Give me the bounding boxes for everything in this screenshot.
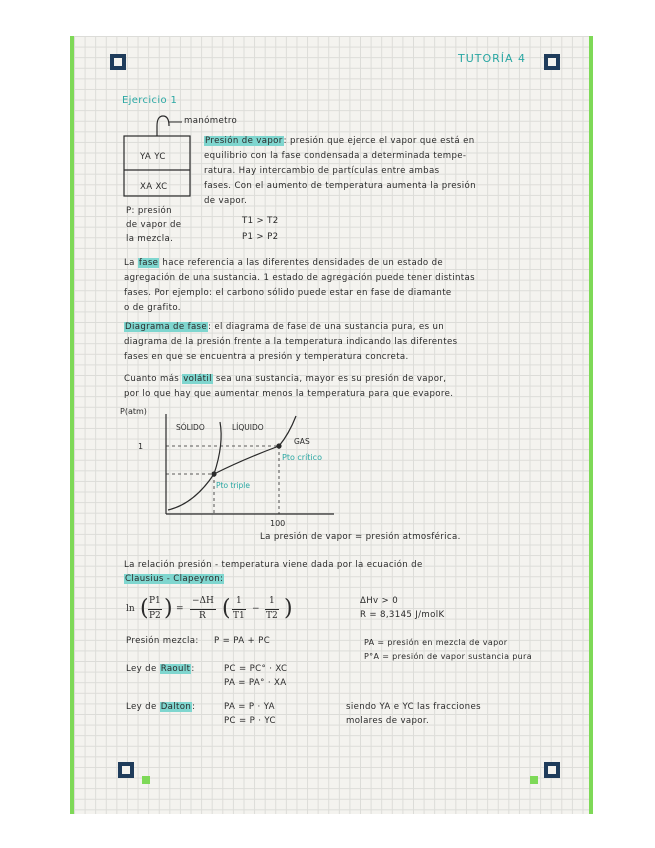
corner-mark-icon xyxy=(544,762,560,778)
eq-paren: ) xyxy=(284,596,293,621)
eq-p1: P1 xyxy=(149,596,161,606)
p-note-line: la mezcla. xyxy=(126,234,174,244)
clausius-condition: ΔHv > 0 xyxy=(360,596,399,606)
diagrama-term: Diagrama de fase xyxy=(125,322,208,332)
corner-mark-icon xyxy=(544,54,560,70)
eq-paren: ( xyxy=(222,596,231,621)
eq-equals: = xyxy=(176,604,184,614)
raoult-formula: PA = PA° · XA xyxy=(224,678,287,688)
raoult-term: Raoult xyxy=(160,664,191,674)
p-note-line: P: presión xyxy=(126,206,172,216)
sublimation-curve xyxy=(168,474,214,510)
y-tick-1: 1 xyxy=(138,442,144,451)
clausius-intro: La relación presión - temperatura viene dada por la ecuación de xyxy=(124,560,423,570)
dalton-formula: PC = P · YC xyxy=(224,716,276,726)
region-solid: SÓLIDO xyxy=(176,423,205,432)
eq-one: 1 xyxy=(236,596,242,606)
fase-line: o de grafito. xyxy=(124,303,181,313)
p-note-line: de vapor de xyxy=(126,220,182,230)
mezcla-formula: P = PA + PC xyxy=(214,636,271,646)
y-axis-label: P(atm) xyxy=(120,407,147,416)
clausius-equation xyxy=(126,594,336,628)
presion-vapor-line: fases. Con el aumento de temperatura aumenta la presión xyxy=(204,181,476,191)
corner-dot xyxy=(530,776,538,784)
eq-paren: ) xyxy=(164,596,173,621)
relation-t: T1 > T2 xyxy=(242,216,279,226)
volatil-line: por lo que hay que aumentar menos la temperatura para que evapore. xyxy=(124,389,454,399)
region-liquid: LÍQUIDO xyxy=(232,423,264,432)
raoult-formula: PC = PC° · XC xyxy=(224,664,288,674)
tutoria-title: TUTORÍA 4 xyxy=(458,52,527,65)
critical-point-label: Pto crítico xyxy=(282,453,322,462)
clausius-term-line xyxy=(124,572,224,586)
eq-paren: ( xyxy=(140,596,149,621)
diagrama-line: diagrama de la presión frente a la temperatura indicando las diferentes xyxy=(124,337,458,347)
region-gas: GAS xyxy=(294,437,310,446)
manometro-label: manómetro xyxy=(184,116,238,126)
notebook-page xyxy=(70,36,593,814)
eq-minus: − xyxy=(252,604,260,614)
fase-line: fases. Por ejemplo: el carbono sólido puede estar en fase de diamante xyxy=(124,288,452,298)
eq-r: R xyxy=(199,611,206,621)
clausius-term: Clausius - Clapeyron: xyxy=(125,574,224,584)
critical-point xyxy=(276,443,281,448)
volatil-term: volátil xyxy=(183,374,212,384)
eq-fraction-bar xyxy=(232,609,246,610)
dalton-formula: PA = P · YA xyxy=(224,702,275,712)
x-tick-100: 100 xyxy=(270,519,286,528)
mezcla-note: PA = presión en mezcla de vapor xyxy=(364,638,508,647)
corner-mark-icon xyxy=(110,54,126,70)
diagrama-line: Diagrama de fase: el diagrama de fase de una sustancia pura, es un xyxy=(125,322,445,332)
dalton-note: molares de vapor. xyxy=(346,716,430,726)
presion-vapor-line: de vapor. xyxy=(204,196,248,206)
dalton-note: siendo YA e YC las fracciones xyxy=(346,702,481,712)
dalton-line: Ley de Dalton: xyxy=(126,702,196,712)
presion-vapor-term: Presión de vapor xyxy=(205,136,283,146)
eq-dh: −ΔH xyxy=(192,596,214,606)
presion-vapor-line: ratura. Hay intercambio de partículas entre ambas xyxy=(204,166,440,176)
eq-fraction-bar xyxy=(148,609,162,610)
dalton-term: Dalton xyxy=(160,702,192,712)
fusion-curve xyxy=(214,422,221,474)
eq-t2: T2 xyxy=(266,611,278,621)
liquid-fractions: XA XC xyxy=(140,182,168,192)
relation-p: P1 > P2 xyxy=(242,232,279,242)
eq-ln: ln xyxy=(126,604,135,614)
corner-mark-icon xyxy=(118,762,134,778)
diagrama-line: fases en que se encuentra a presión y temperatura concreta. xyxy=(124,352,409,362)
ejercicio-heading: Ejercicio 1 xyxy=(122,95,178,106)
clausius-condition: R = 8,3145 J/molK xyxy=(360,610,445,620)
chart-caption: La presión de vapor = presión atmosférica. xyxy=(260,532,461,542)
triple-point-label: Pto triple xyxy=(216,481,251,490)
fase-term: fase xyxy=(138,258,159,268)
corner-dot xyxy=(142,776,150,784)
raoult-line: Ley de Raoult: xyxy=(126,664,195,674)
vapor-fractions: YA YC xyxy=(140,152,166,162)
fase-line: La fase hace referencia a las diferentes densidades de un estado de xyxy=(124,258,444,268)
phase-diagram xyxy=(114,404,374,534)
mezcla-note: P°A = presión de vapor sustancia pura xyxy=(364,652,532,661)
volatil-line: Cuanto más volátil sea una sustancia, mayor es su presión de vapor, xyxy=(124,374,447,384)
triple-point xyxy=(211,471,216,476)
mezcla-label: Presión mezcla: xyxy=(126,636,199,646)
eq-t1: T1 xyxy=(233,611,245,621)
fase-line: agregación de una sustancia. 1 estado de agregación puede tener distintas xyxy=(124,273,475,283)
eq-fraction-bar xyxy=(190,609,216,610)
presion-vapor-line: Presión de vapor: presión que ejerce el vapor que está en xyxy=(205,136,475,146)
eq-p2: P2 xyxy=(149,611,161,621)
eq-fraction-bar xyxy=(265,609,279,610)
presion-vapor-line: equilibrio con la fase condensada a determinada tempe- xyxy=(204,151,467,161)
vaporization-curve xyxy=(214,446,279,474)
eq-one: 1 xyxy=(269,596,275,606)
